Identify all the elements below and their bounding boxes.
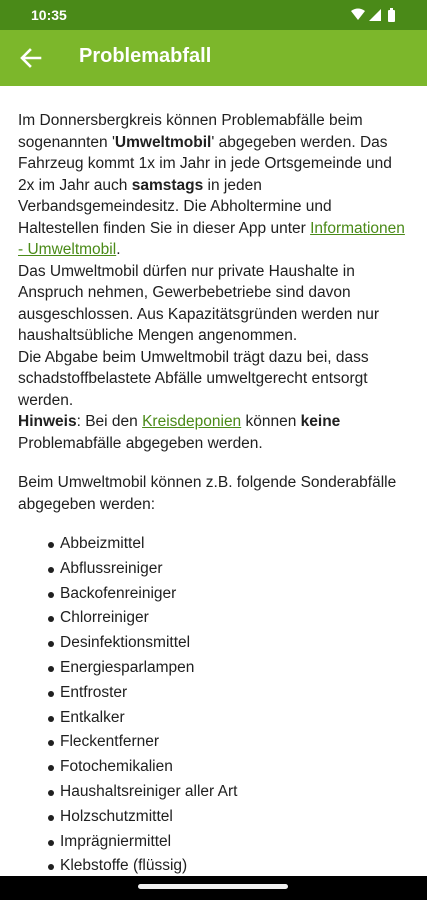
- inline-link[interactable]: Informationen - Umweltmobil: [18, 219, 405, 258]
- list-item: Abbeizmittel: [60, 532, 410, 557]
- list-item: Energiesparlampen: [60, 656, 410, 681]
- page-title: Problemabfall: [79, 45, 212, 67]
- status-bar: [0, 0, 427, 30]
- paragraph-text: Problemabfälle abgegeben werden.: [18, 434, 263, 452]
- app-bar: [0, 30, 427, 86]
- paragraph-text: Im Donnersbergkreis können Problemabfälle beim sogenannten ': [18, 112, 363, 151]
- battery-icon: [388, 8, 395, 22]
- list-item: Abflussreiniger: [60, 557, 410, 582]
- paragraph-text: können: [241, 413, 301, 430]
- bold-text: Hinweis: [18, 413, 77, 430]
- list-item: Entkalker: [60, 706, 410, 731]
- list-item: Klebstoffe (flüssig): [60, 854, 410, 879]
- navigation-bar: [0, 876, 427, 900]
- paragraph-text: Das Umweltmobil dürfen nur private Haushalte in Anspruch nehmen, Gewerbebetriebe sind davon ausgeschlossen. Aus Kapazitätsgründen werden nur haushaltsübliche Mengen angenommen.: [18, 262, 380, 344]
- list-item: Chlorreiniger: [60, 606, 410, 631]
- bold-text: samstags: [131, 176, 204, 194]
- paragraph-text: .: [116, 241, 121, 258]
- paragraph-text: ' abgegeben werden. Das Fahrzeug kommt 1x im Jahr in jede Ortsgemeinde und 2x im Jahr auch: [18, 133, 392, 194]
- paragraph-text: : Bei den: [76, 413, 143, 430]
- content-area: [18, 110, 410, 879]
- back-arrow-icon[interactable]: [18, 45, 44, 71]
- list-item: Fleckentferner: [60, 730, 410, 755]
- signal-icon: [369, 9, 381, 21]
- status-time: 10:35: [31, 7, 67, 23]
- bold-text: Umweltmobil: [114, 133, 212, 151]
- bold-text: keine: [300, 413, 341, 430]
- list-item: Imprägniermittel: [60, 830, 410, 855]
- intro-paragraph: [18, 110, 410, 454]
- list-item: Backofenreiniger: [60, 582, 410, 607]
- list-item: Fotochemikalien: [60, 755, 410, 780]
- inline-link[interactable]: Kreisdeponien: [142, 413, 242, 430]
- list-item: Haushaltsreiniger aller Art: [60, 780, 410, 805]
- home-gesture-pill[interactable]: [138, 884, 288, 889]
- paragraph-text: in jeden Verbandsgemeindesitz. Die Abholtermine und Haltestellen finden Sie in dieser App unter: [18, 176, 332, 237]
- list-intro: Beim Umweltmobil können z.B. folgende Sonderabfälle abgegeben werden:: [18, 474, 397, 513]
- list-item: Entfroster: [60, 681, 410, 706]
- status-icons: [351, 7, 401, 23]
- list-item: Desinfektionsmittel: [60, 631, 410, 656]
- list-item: Holzschutzmittel: [60, 805, 410, 830]
- waste-list: [18, 532, 410, 879]
- wifi-icon: [351, 9, 365, 21]
- paragraph-text: Die Abgabe beim Umweltmobil trägt dazu bei, dass schadstoffbelastete Abfälle umweltgerecht entsorgt werden.: [18, 348, 369, 409]
